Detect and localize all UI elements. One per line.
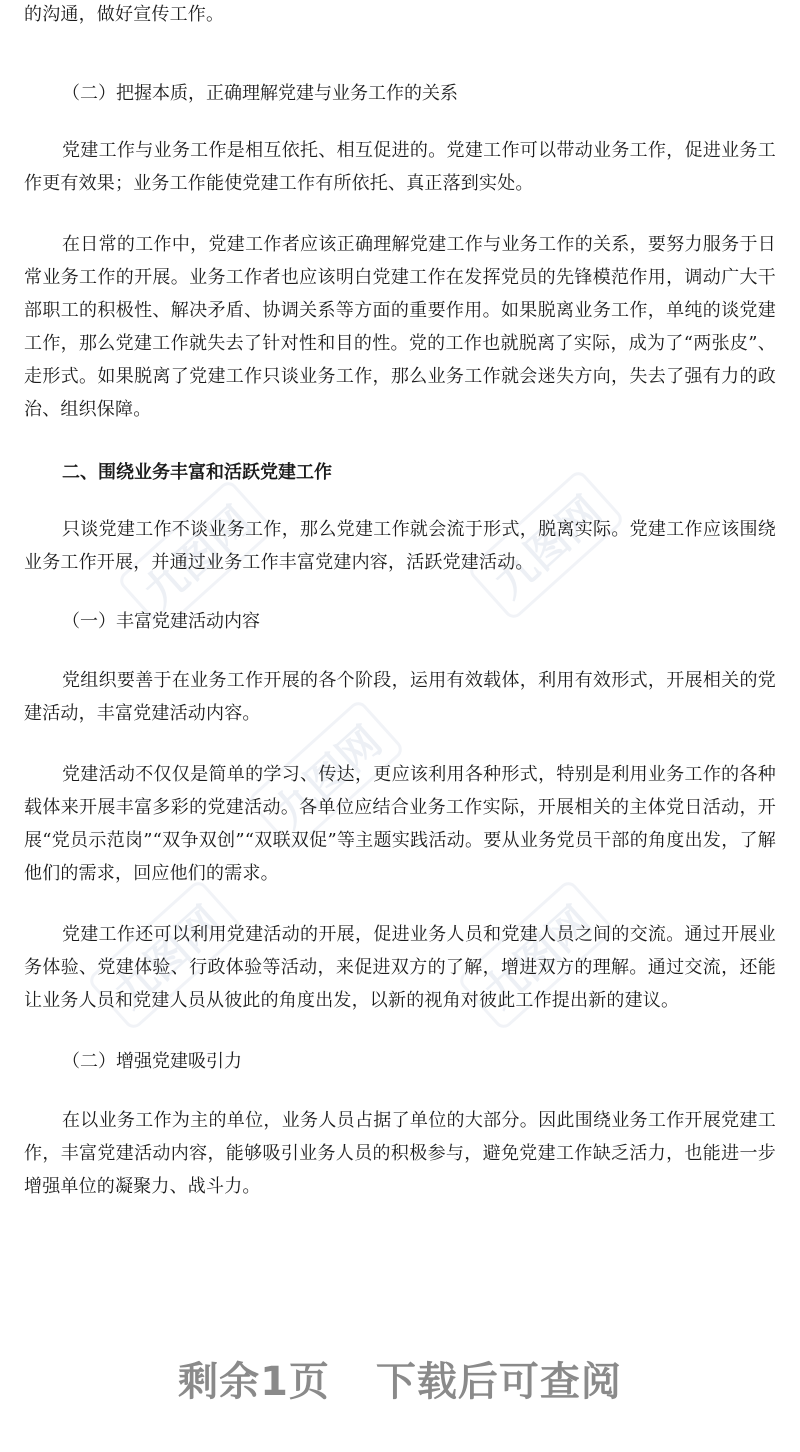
paragraph: 党建活动不仅仅是简单的学习、传达，更应该利用各种形式，特别是利用业务工作的各种载体来开展丰富多彩的党建活动。各单位应结合业务工作实际，开展相关的主体党日活动，开展“党员示范岗”“双争双创”“双联双促”等主题实践活动。要从业务党员干部的角度出发，了解他们的需求，回应他们的需求。 [24,764,776,884]
sub-heading: （二）增强党建吸引力 [62,1051,242,1072]
paragraph: 党建工作还可以利用党建活动的开展，促进业务人员和党建人员之间的交流。通过开展业务体验、党建体验、行政体验等活动，来促进双方的了解，增进双方的理解。通过交流，还能让业务人员和党建人员从彼此的角度出发，以新的视角对彼此工作提出新的建议。 [24,924,776,1011]
download-to-view-text: 下载后可查阅 [375,1359,622,1405]
watermark: 九图网 [86,878,246,1032]
watermark: 九图网 [116,478,276,632]
watermark: 九图网 [246,698,406,852]
watermark: 九图网 [456,878,616,1032]
document-body [24,0,776,1203]
download-prompt[interactable] [0,1350,800,1407]
paragraph: 的沟通，做好宣传工作。 [24,4,225,25]
sub-heading: （一）丰富党建活动内容 [62,611,260,632]
watermark: 九图网 [466,468,626,622]
paragraph: 只谈党建工作不谈业务工作，那么党建工作就会流于形式，脱离实际。党建工作应该围绕业务工作开展，并通过业务工作丰富党建内容，活跃党建活动。 [24,519,776,573]
paragraph: 党建工作与业务工作是相互依托、相互促进的。党建工作可以带动业务工作，促进业务工作更有效果；业务工作能使党建工作有所依托、真正落到实处。 [24,140,776,194]
remaining-pages-text: 剩余1页 [178,1359,330,1405]
paragraph: 党组织要善于在业务工作开展的各个阶段，运用有效载体，利用有效形式，开展相关的党建活动，丰富党建活动内容。 [24,670,776,724]
paragraph: 在以业务工作为主的单位，业务人员占据了单位的大部分。因此围绕业务工作开展党建工作，丰富党建活动内容，能够吸引业务人员的积极参与，避免党建工作缺乏活力，也能进一步增强单位的凝聚力、战斗力。 [24,1110,776,1197]
paragraph: 在日常的工作中，党建工作者应该正确理解党建工作与业务工作的关系，要努力服务于日常业务工作的开展。业务工作者也应该明白党建工作在发挥党员的先锋模范作用，调动广大干部职工的积极性、解决矛盾、协调关系等方面的重要作用。如果脱离业务工作，单纯的谈党建工作，那么党建工作就失去了针对性和目的性。党的工作也就脱离了实际，成为了“两张皮”、走形式。如果脱离了党建工作只谈业务工作，那么业务工作就会迷失方向，失去了强有力的政治、组织保障。 [24,234,776,420]
sub-heading: （二）把握本质，正确理解党建与业务工作的关系 [62,83,458,104]
section-heading: 二、围绕业务丰富和活跃党建工作 [62,462,332,483]
